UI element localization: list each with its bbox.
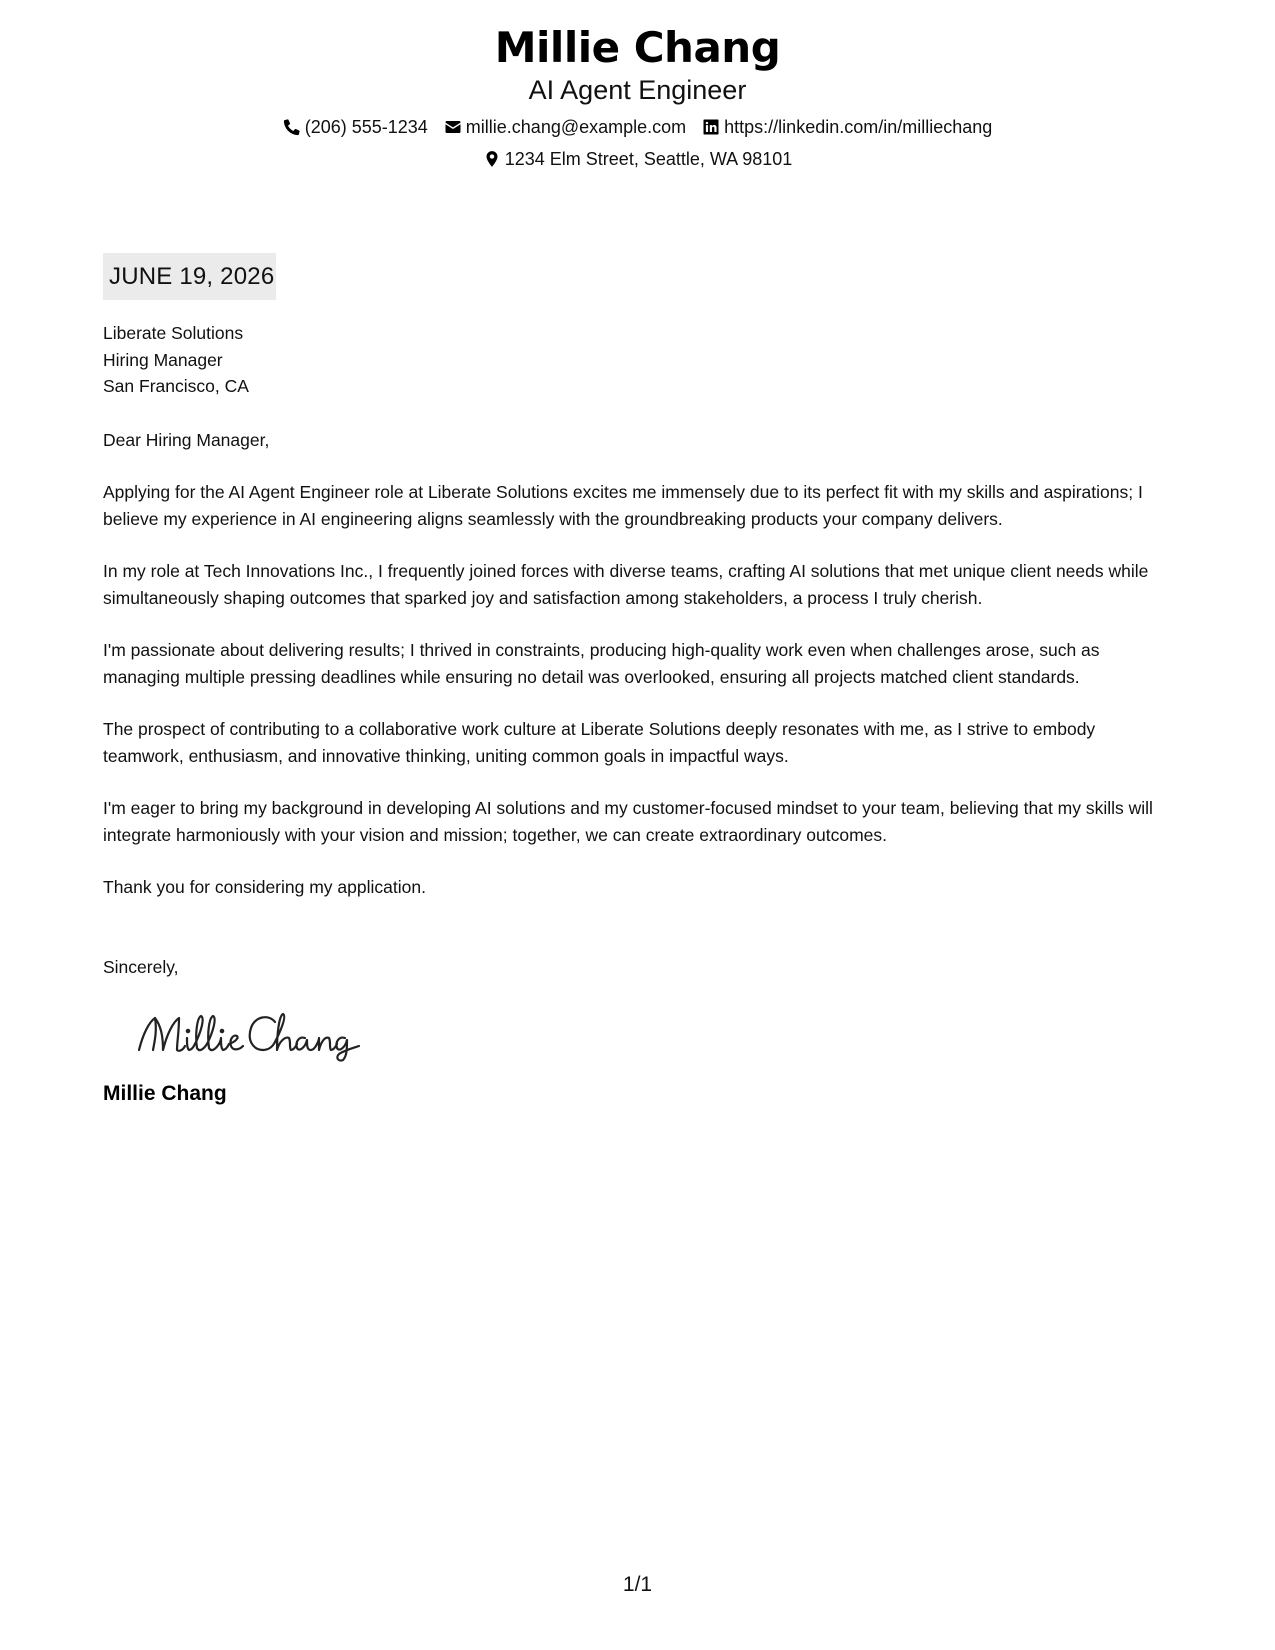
contact-phone bbox=[283, 114, 428, 140]
linkedin-icon bbox=[702, 118, 720, 136]
recipient-company: Liberate Solutions bbox=[103, 323, 244, 343]
body-paragraph: The prospect of contributing to a collaborative work culture at Liberate Solutions deeply resonates with me, as I strive to embody teamwork, enthusiasm, and innovative thinking, uniting common goals in impactful ways. bbox=[103, 719, 1096, 766]
signature-image bbox=[129, 1004, 369, 1064]
address-row bbox=[0, 146, 1275, 172]
letter-header bbox=[0, 22, 1275, 172]
contact-email[interactable] bbox=[444, 114, 686, 140]
signed-name: Millie Chang bbox=[103, 1082, 227, 1105]
body-paragraph: In my role at Tech Innovations Inc., I frequently joined forces with diverse teams, crafting AI solutions that met unique client needs while simultaneously shaping outcomes that sparked joy and satisfaction among stakeholders, a process I truly cherish. bbox=[103, 561, 1149, 608]
page-number: 1/1 bbox=[622, 1573, 653, 1596]
contact-row bbox=[0, 114, 1275, 140]
contact-linkedin[interactable] bbox=[702, 114, 992, 140]
applicant-title: AI Agent Engineer bbox=[528, 75, 747, 105]
letter-body bbox=[103, 253, 1178, 1108]
letter-date: JUNE 19, 2026 bbox=[103, 253, 276, 300]
recipient-block bbox=[103, 320, 1178, 400]
recipient-location: San Francisco, CA bbox=[103, 376, 249, 396]
phone-icon bbox=[283, 118, 301, 136]
recipient-contact: Hiring Manager bbox=[103, 349, 223, 370]
email-text: millie.chang@example.com bbox=[465, 117, 687, 137]
body-paragraph: I'm eager to bring my background in developing AI solutions and my customer-focused mindset to your team, believing that my skills will integrate harmoniously with your vision and mission; together, we can create extraordinary outcomes. bbox=[103, 798, 1153, 845]
map-pin-icon bbox=[483, 150, 501, 168]
closing-line: Thank you for considering my application. bbox=[103, 877, 426, 897]
phone-text: (206) 555-1234 bbox=[304, 117, 428, 137]
body-paragraph: Applying for the AI Agent Engineer role at Liberate Solutions excites me immensely due to its perfect fit with my skills and aspirations; I believe my experience in AI engineering aligns seamlessly with the groundbreaking products your company delivers. bbox=[103, 482, 1143, 529]
address-text: 1234 Elm Street, Seattle, WA 98101 bbox=[504, 149, 793, 169]
applicant-name: Millie Chang bbox=[494, 23, 781, 72]
linkedin-text: https://linkedin.com/in/milliechang bbox=[724, 117, 993, 137]
envelope-icon bbox=[444, 118, 462, 136]
contact-address bbox=[483, 146, 793, 172]
sign-off: Sincerely, bbox=[103, 956, 179, 977]
salutation: Dear Hiring Manager, bbox=[103, 429, 270, 450]
body-paragraph: I'm passionate about delivering results; I thrived in constraints, producing high-quality work even when challenges arose, such as managing multiple pressing deadlines while ensuring no detail was overlooked, ensuring all projects matched client standards. bbox=[103, 640, 1100, 687]
handwritten-signature bbox=[129, 1004, 369, 1064]
